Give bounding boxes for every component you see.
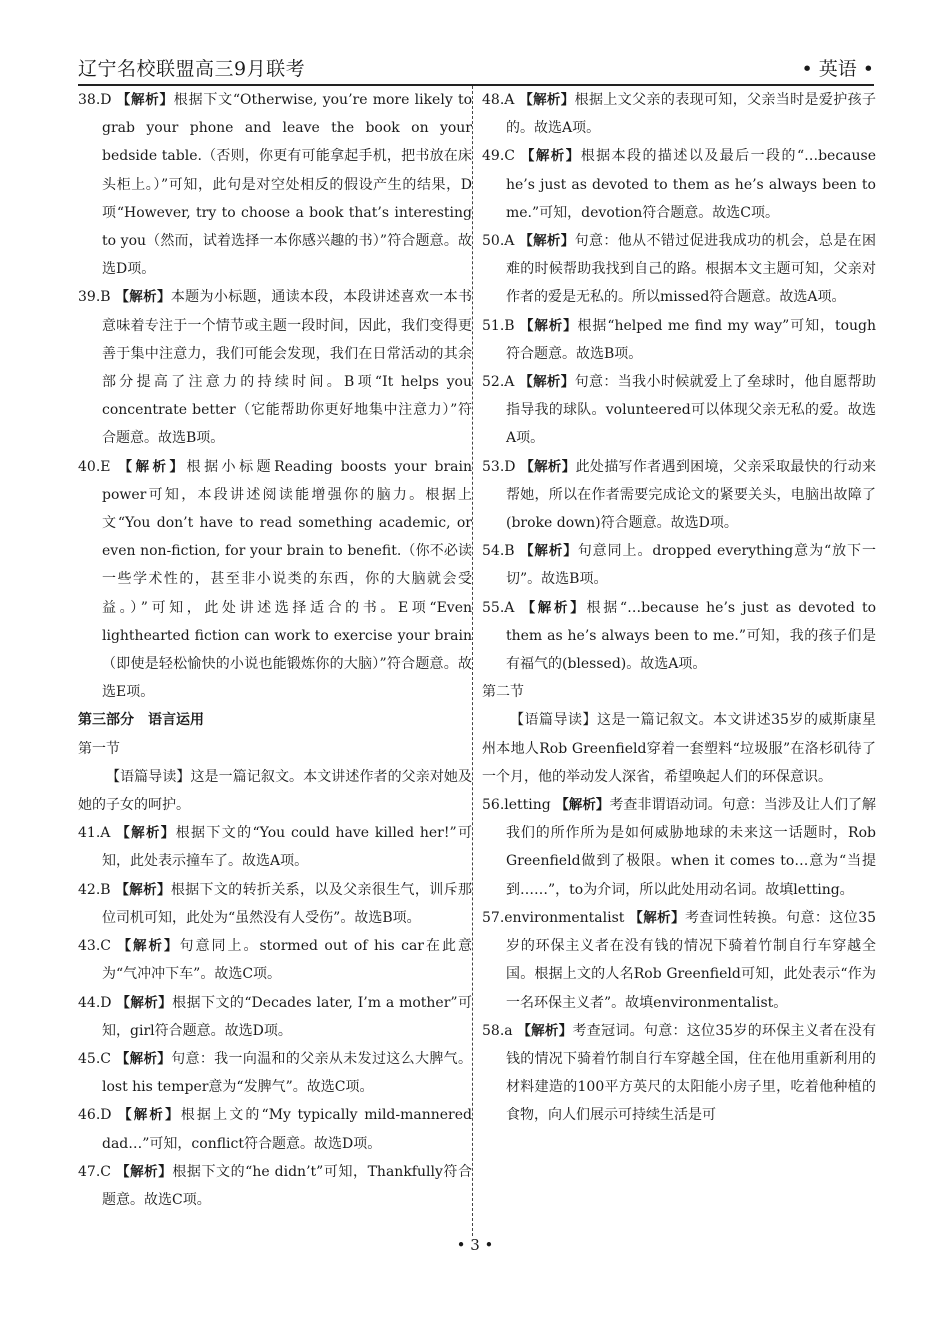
answer-item — [78, 283, 472, 452]
answer-number: 49.C — [482, 148, 515, 165]
analysis-tag: 【解析】 — [116, 825, 176, 842]
left-column — [78, 86, 472, 1214]
answer-number: 46.D — [78, 1107, 112, 1124]
answer-item — [482, 1017, 876, 1130]
analysis-tag: 【解析】 — [115, 289, 171, 306]
answer-number: 56.letting — [482, 797, 551, 814]
answer-item — [78, 1158, 472, 1214]
analysis-tag: 【解析】 — [116, 1163, 173, 1180]
analysis-text: 句意同上。stormed out of his car在此意为“气冲冲下车”。故选C项。 — [102, 938, 473, 983]
answer-item — [482, 368, 876, 453]
analysis-text: 根据上文父亲的表现可知，父亲当时是爱护孩子的。故选A项。 — [506, 92, 877, 137]
subject-label: • 英语 • — [801, 58, 874, 80]
answer-number: 39.B — [78, 289, 111, 306]
analysis-tag: 【解析】 — [520, 458, 576, 475]
answer-item — [482, 86, 876, 142]
answer-item — [78, 453, 472, 707]
answer-item — [482, 312, 876, 368]
analysis-text: 句意同上。dropped everything意为“放下一切”。故选B项。 — [506, 543, 876, 588]
answer-number: 44.D — [78, 994, 112, 1011]
section-title: 第二节 — [482, 684, 524, 701]
answer-number: 52.A — [482, 374, 515, 391]
analysis-tag: 【解析】 — [118, 458, 187, 475]
exam-title: 辽宁名校联盟高三9月联考 — [78, 58, 306, 80]
analysis-tag: 【解析】 — [519, 92, 575, 108]
answer-number: 54.B — [482, 543, 515, 560]
analysis-text: 根据上文的“My typically mild-mannered dad…”可知，conflict符合题意。故选D项。 — [102, 1107, 472, 1152]
answer-item — [78, 989, 472, 1045]
analysis-tag: 【解析】 — [520, 148, 581, 165]
answer-number: 53.D — [482, 458, 516, 475]
passage-guide: 【语篇导读】这是一篇记叙文。本文讲述35岁的威斯康星州本地人Rob Greenfield穿着一套塑料“垃圾服”在洛杉矶待了一个月，他的举动发人深省，希望唤起人们的环保意识。 — [482, 712, 876, 785]
answer-number: 55.A — [482, 599, 515, 616]
page-header — [78, 50, 874, 86]
analysis-text: 考查词性转换。句意：这位35岁的环保主义者在没有钱的情况下骑着竹制自行车穿越全国。根据上文的人名Rob Greenfield可知，此处表示“作为一名环保主义者”。故填environmentalist。 — [506, 909, 877, 1011]
answer-number: 51.B — [482, 317, 515, 334]
answer-number: 42.B — [78, 881, 111, 898]
passage-guide: 【语篇导读】这是一篇记叙文。本文讲述作者的父亲对她及她的子女的呵护。 — [78, 768, 472, 814]
answer-item — [482, 594, 876, 679]
answer-item — [78, 1045, 472, 1101]
analysis-text: 根据“…because he’s just as devoted to them as he’s always been to me.”可知，我的孩子们是有福气的(blessed)。故选A项。 — [506, 599, 877, 673]
answer-item — [482, 904, 876, 1017]
analysis-tag: 【解析】 — [115, 1050, 172, 1067]
analysis-tag: 【解析】 — [116, 92, 174, 108]
answer-number: 48.A — [482, 92, 515, 108]
analysis-tag: 【解析】 — [519, 233, 575, 250]
answer-item — [482, 453, 876, 538]
analysis-text: 根据下文的“You could have killed her!”可知，此处表示撞车了。故选A项。 — [102, 825, 473, 870]
answer-number: 47.C — [78, 1163, 111, 1180]
analysis-text: 根据下文的转折关系，以及父亲很生气，训斥那位司机可知，此处为“虽然没有人受伤”。故选B项。 — [102, 881, 472, 926]
analysis-text: 根据小标题Reading boosts your brain power可知，本段讲述阅读能增强你的脑力。根据上文“You don’t have to read something academic, or even non-fiction, for your brain to benefit.（你不必读一些学术性的，甚至非小说类的东西，你的大脑就会受益。）”可知，此处讲述选择适合的书。E项“Even lighthearted fiction can work to exercise your brain（即使是轻松愉快的小说也能锻炼你的大脑）”符合题意。故选E项。 — [102, 458, 472, 701]
answer-item — [482, 227, 876, 312]
analysis-tag: 【解析】 — [117, 938, 180, 955]
analysis-text: 根据下文的“Decades later, I’m a mother”可知，girl符合题意。故选D项。 — [102, 994, 473, 1039]
answer-item — [78, 1101, 472, 1157]
analysis-text: 根据下文的“he didn’t”可知，Thankfully符合题意。故选C项。 — [102, 1163, 473, 1208]
page-number: • 3 • — [456, 1236, 494, 1254]
answer-number: 45.C — [78, 1050, 111, 1067]
answer-item — [482, 537, 876, 593]
answer-item — [482, 142, 876, 227]
answer-item — [482, 791, 876, 904]
analysis-tag: 【解析】 — [519, 543, 578, 560]
analysis-tag: 【解析】 — [519, 317, 578, 334]
answer-number: 50.A — [482, 233, 515, 250]
analysis-text: 考查冠词。句意：这位35岁的环保主义者在没有钱的情况下骑着竹制自行车穿越全国，住在他用重新利用的材料建造的100平方英尺的太阳能小房子里，吃着他种植的食物，向人们展示可持续生活是可 — [506, 1022, 876, 1124]
answer-number: 38.D — [78, 92, 112, 108]
analysis-text: 句意：我一向温和的父亲从未发过这么大脾气。lost his temper意为“发脾气”。故选C项。 — [102, 1050, 473, 1096]
answer-item — [78, 932, 472, 988]
answer-number: 40.E — [78, 458, 111, 475]
analysis-tag: 【解析】 — [118, 1107, 181, 1124]
answer-number: 43.C — [78, 938, 111, 955]
answer-number: 58.a — [482, 1022, 513, 1039]
analysis-text: 根据“helped me find my way”可知，tough符合题意。故选B项。 — [506, 317, 876, 362]
right-column — [482, 86, 876, 1130]
analysis-tag: 【解析】 — [519, 374, 575, 391]
analysis-tag: 【解析】 — [629, 909, 686, 926]
answer-number: 57.environmentalist — [482, 909, 625, 926]
answer-item — [78, 86, 472, 283]
analysis-text: 考查非谓语动词。句意：当涉及让人们了解我们的所作所为是如何威胁地球的未来这一话题时，Rob Greenfield做到了极限。when it comes to…意为“当提到……”，to为介词，所以此处用动名词。故填letting。 — [506, 797, 877, 898]
answer-number: 41.A — [78, 825, 111, 842]
part-title: 第三部分 语言运用 — [78, 712, 204, 729]
analysis-tag: 【解析】 — [521, 599, 587, 616]
analysis-text: 本题为小标题，通读本段，本段讲述喜欢一本书意味着专注于一个情节或主题一段时间，因此，我们变得更善于集中注意力，我们可能会发现，我们在日常活动的其余部分提高了注意力的持续时间。B项“It helps you concentrate better（它能帮助你更好地集中注意力）”符合题意。故选B项。 — [102, 289, 472, 447]
analysis-text: 根据本段的描述以及最后一段的“…because he’s just as devoted to them as he’s always been to me.”可知，devotion符合题意。故选C项。 — [506, 148, 877, 221]
answer-item — [78, 819, 472, 875]
analysis-tag: 【解析】 — [116, 994, 173, 1011]
analysis-tag: 【解析】 — [115, 881, 171, 898]
column-divider — [472, 86, 473, 1236]
analysis-text: 句意：当我小时候就爱上了垒球时，他自愿帮助指导我的球队。volunteered可以体现父亲无私的爱。故选A项。 — [506, 374, 877, 447]
section-title: 第一节 — [78, 740, 120, 757]
analysis-tag: 【解析】 — [517, 1022, 573, 1039]
answer-item — [78, 876, 472, 932]
analysis-text: 句意：他从不错过促进我成功的机会，总是在困难的时候帮助我找到自己的路。根据本文主题可知，父亲对作者的爱是无私的。所以missed符合题意。故选A项。 — [506, 233, 877, 306]
analysis-text: 此处描写作者遇到困境，父亲采取最快的行动来帮她，所以在作者需要完成论文的紧要关头，电脑出故障了(broke down)符合题意。故选D项。 — [506, 458, 877, 532]
analysis-text: 根据下文“Otherwise, you’re more likely to grab your phone and leave the book on your bedside table.（否则，你更有可能拿起手机，把书放在床头柜上。）”可知，此句是对空处相反的假设产生的结果，D项“However, try to choose a book that’s interesting to you（然而，试着选择一本你感兴趣的书）”符合题意。故选D项。 — [102, 92, 472, 278]
analysis-tag: 【解析】 — [555, 797, 610, 814]
